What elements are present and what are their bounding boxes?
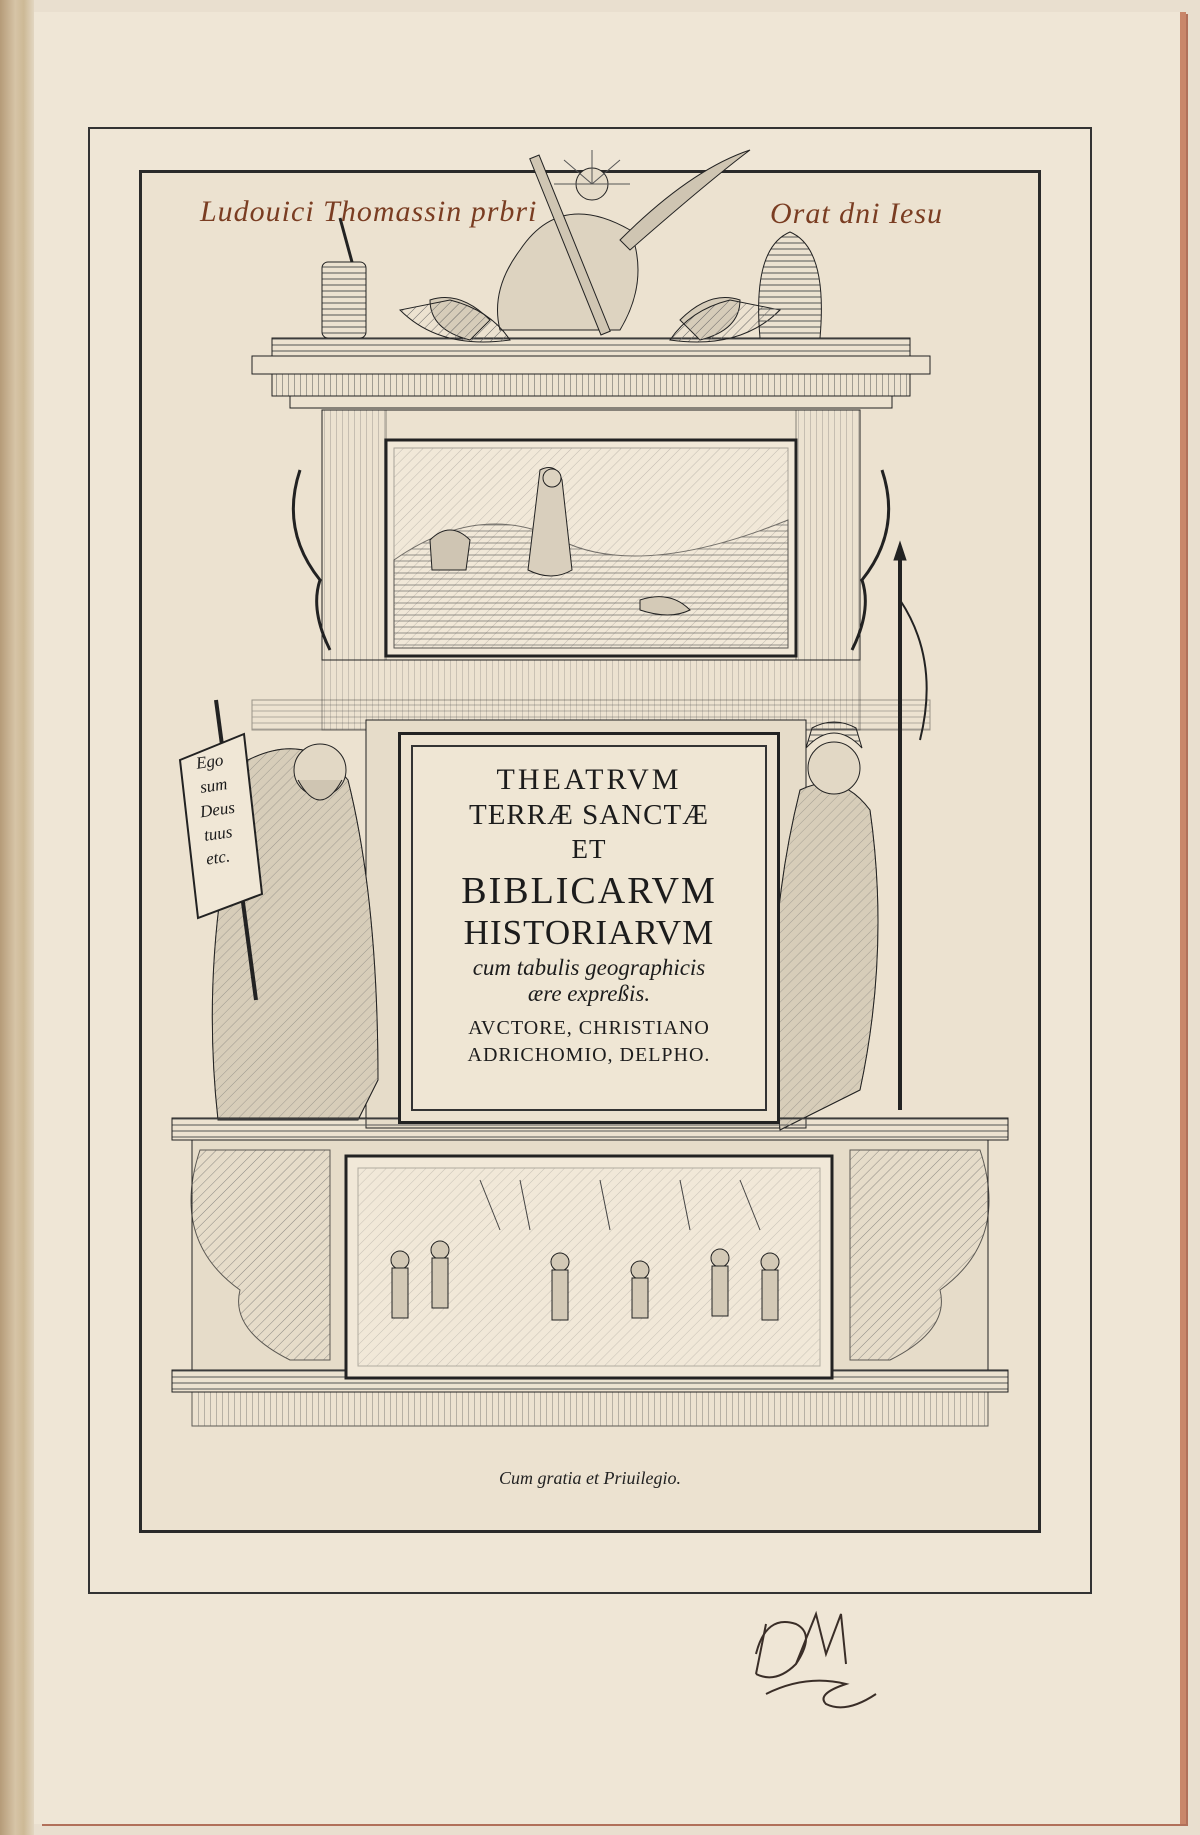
title-line-6: cum tabulis geographicis [472, 955, 706, 980]
title-line-4: BIBLICARVM [461, 870, 717, 912]
title-line-7: ære expreßis. [527, 981, 651, 1006]
title-line-3: ET [571, 834, 607, 864]
lower-scene-panel [346, 1156, 832, 1378]
privilege-note: Cum gratia et Priuilegio. [499, 1468, 681, 1488]
inscription-left: Ludouici Thomassin prbri [200, 195, 538, 228]
tablet-line-5: etc. [204, 846, 232, 869]
ink-monogram-signature [736, 1594, 886, 1724]
title-line-5: HISTORIARVM [463, 913, 715, 952]
inscription-right: Orat dni Iesu [770, 197, 943, 230]
seated-allegorical-figure [400, 150, 780, 342]
title-line-2: TERRÆ SANCTÆ [468, 799, 709, 831]
upper-scene-panel [322, 410, 860, 660]
upper-cornice [252, 338, 930, 408]
tablet-line-1: Ego [194, 750, 225, 773]
tablet-line-4: tuus [202, 822, 234, 845]
title-line-1: THEATRVM [496, 763, 682, 796]
tablet-line-3: Deus [198, 797, 237, 822]
author-line-2: ADRICHOMIO, DELPHO. [467, 1044, 711, 1066]
author-line-1: AVCTORE, CHRISTIANO [468, 1017, 710, 1039]
tablet-line-2: sum [198, 774, 229, 797]
title-cartouche [398, 732, 780, 1124]
